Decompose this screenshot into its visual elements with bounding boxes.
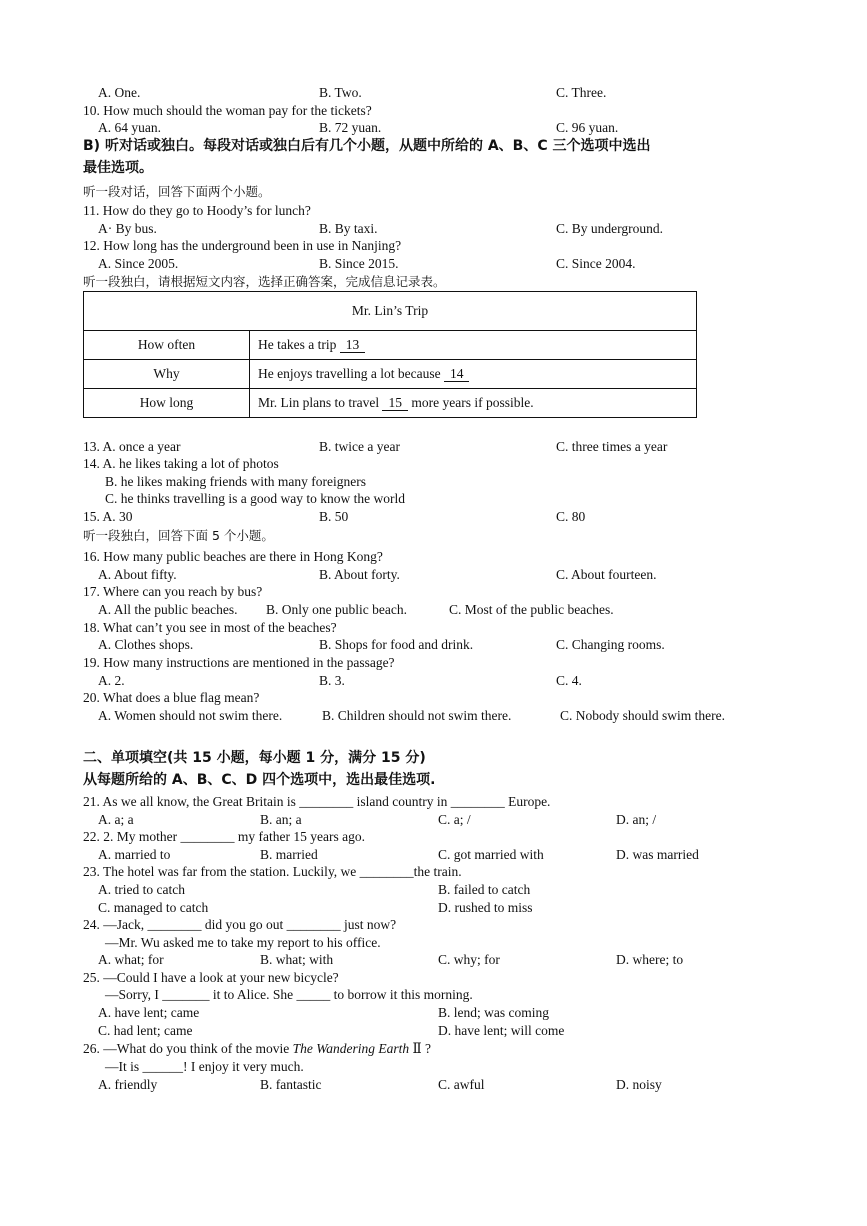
q26-option-b: B. fantastic — [260, 1077, 322, 1092]
dialog-intro: 听一段对话，回答下面两个小题。 — [83, 184, 271, 199]
q24-reply: —Mr. Wu asked me to take my report to his office. — [105, 935, 381, 950]
part2-instructions: 从每题所给的 A、B、C、D 四个选项中，选出最佳选项. — [83, 772, 436, 788]
q16-option-c: C. About fourteen. — [556, 567, 657, 582]
q22-option-b: B. married — [260, 847, 318, 862]
q26-reply: —It is ______! I enjoy it very much. — [105, 1059, 304, 1074]
q25-option-b: B. lend; was coming — [438, 1005, 549, 1020]
table-row-label: How often — [84, 331, 250, 360]
q25-option-c: C. had lent; came — [98, 1023, 193, 1038]
table-row — [84, 331, 697, 360]
q9-option-a: A. One. — [98, 85, 141, 100]
q24-option-a: A. what; for — [98, 952, 164, 967]
q24-stem: 24. —Jack, ________ did you go out ________ just now? — [83, 917, 397, 932]
q19-option-b: B. 3. — [319, 673, 345, 688]
q20-option-a: A. Women should not swim there. — [98, 708, 283, 723]
part2-title: 二、单项填空(共 15 小题，每小题 1 分，满分 15 分) — [83, 750, 426, 766]
section-b-heading-line1: B) 听对话或独白。每段对话或独白后有几个小题，从题中所给的 A、B、C 三个选项中选出 — [83, 138, 651, 154]
q21-option-a: A. a; a — [98, 812, 134, 827]
answer-blank-13: 13 — [340, 337, 366, 353]
q12-option-a: A. Since 2005. — [98, 256, 179, 271]
q18-option-b: B. Shops for food and drink. — [319, 637, 474, 652]
q23-stem: 23. The hotel was far from the station. Luckily, we ________the train. — [83, 864, 462, 879]
q13-option-b: B. twice a year — [319, 439, 400, 454]
answer-blank-15: 15 — [382, 395, 408, 411]
q25-option-a: A. have lent; came — [98, 1005, 200, 1020]
q11-stem: 11. How do they go to Hoody’s for lunch? — [83, 203, 311, 218]
table-title: Mr. Lin’s Trip — [84, 292, 697, 331]
q26-option-c: C. awful — [438, 1077, 485, 1092]
q26-stem-post: Ⅱ ? — [409, 1041, 432, 1056]
q14-option-a: 14. A. he likes taking a lot of photos — [83, 456, 279, 471]
q18-option-c: C. Changing rooms. — [556, 637, 665, 652]
q19-option-c: C. 4. — [556, 673, 582, 688]
q26-option-d: D. noisy — [616, 1077, 662, 1092]
q19-option-a: A. 2. — [98, 673, 125, 688]
monologue-intro-2: 听一段独白，回答下面 5 个小题。 — [83, 528, 274, 543]
q25-reply: —Sorry, I _______ it to Alice. She _____ to borrow it this morning. — [105, 987, 473, 1002]
q15-option-c: C. 80 — [556, 509, 586, 524]
q21-option-d: D. an; / — [616, 812, 657, 827]
q17-option-b: B. Only one public beach. — [266, 602, 407, 617]
q21-option-b: B. an; a — [260, 812, 302, 827]
answer-blank-14: 14 — [444, 366, 470, 382]
q16-option-b: B. About forty. — [319, 567, 400, 582]
q15-option-a: 15. A. 30 — [83, 509, 133, 524]
table-row-content — [250, 389, 697, 418]
q26-stem — [83, 1040, 431, 1057]
q25-option-d: D. have lent; will come — [438, 1023, 565, 1038]
q14-option-b: B. he likes making friends with many foreigners — [105, 474, 366, 489]
q22-option-d: D. was married — [616, 847, 699, 862]
q16-stem: 16. How many public beaches are there in Hong Kong? — [83, 549, 383, 564]
table-row — [84, 360, 697, 389]
q10-option-b: B. 72 yuan. — [319, 120, 382, 135]
q12-stem: 12. How long has the underground been in use in Nanjing? — [83, 238, 402, 253]
q13-option-c: C. three times a year — [556, 439, 668, 454]
q12-option-b: B. Since 2015. — [319, 256, 399, 271]
q20-option-b: B. Children should not swim there. — [322, 708, 512, 723]
q14-option-c: C. he thinks travelling is a good way to know the world — [105, 491, 405, 506]
table-row-label: How long — [84, 389, 250, 418]
q22-stem: 22. 2. My mother ________ my father 15 years ago. — [83, 829, 365, 844]
q22-option-c: C. got married with — [438, 847, 544, 862]
q15-option-b: B. 50 — [319, 509, 349, 524]
table-row-text: Mr. Lin plans to travel — [258, 395, 383, 410]
q11-option-b: B. By taxi. — [319, 221, 378, 236]
q23-option-d: D. rushed to miss — [438, 900, 533, 915]
table-row — [84, 389, 697, 418]
q26-option-a: A. friendly — [98, 1077, 158, 1092]
q9-option-c: C. Three. — [556, 85, 607, 100]
table-row-label: Why — [84, 360, 250, 389]
q18-option-a: A. Clothes shops. — [98, 637, 194, 652]
q24-option-b: B. what; with — [260, 952, 334, 967]
q24-option-d: D. where; to — [616, 952, 684, 967]
q21-stem: 21. As we all know, the Great Britain is ________ island country in ________ Europe. — [83, 794, 551, 809]
q22-option-a: A. married to — [98, 847, 171, 862]
q18-stem: 18. What can’t you see in most of the beaches? — [83, 620, 337, 635]
q17-stem: 17. Where can you reach by bus? — [83, 584, 263, 599]
section-b-heading-line2: 最佳选项。 — [83, 160, 153, 176]
table-row-text: He takes a trip — [258, 337, 340, 352]
q26-stem-text: 26. —What do you think of the movie — [83, 1041, 293, 1056]
q17-option-a: A. All the public beaches. — [98, 602, 238, 617]
q23-option-b: B. failed to catch — [438, 882, 531, 897]
q10-option-c: C. 96 yuan. — [556, 120, 619, 135]
q11-option-c: C. By underground. — [556, 221, 663, 236]
trip-info-table — [83, 291, 697, 418]
q12-option-c: C. Since 2004. — [556, 256, 636, 271]
table-row-text: He enjoys travelling a lot because — [258, 366, 444, 381]
q25-stem: 25. —Could I have a look at your new bicycle? — [83, 970, 339, 985]
q10-stem: 10. How much should the woman pay for the tickets? — [83, 103, 372, 118]
q13-option-a: 13. A. once a year — [83, 439, 181, 454]
table-row-text-post: more years if possible. — [407, 395, 534, 410]
q19-stem: 19. How many instructions are mentioned in the passage? — [83, 655, 395, 670]
q24-option-c: C. why; for — [438, 952, 500, 967]
q20-stem: 20. What does a blue flag mean? — [83, 690, 260, 705]
q21-option-c: C. a; / — [438, 812, 471, 827]
table-row-content — [250, 360, 697, 389]
q26-movie-title: The Wandering Earth — [292, 1041, 410, 1056]
q10-option-a: A. 64 yuan. — [98, 120, 161, 135]
q23-option-c: C. managed to catch — [98, 900, 209, 915]
table-row-content — [250, 331, 697, 360]
q9-option-b: B. Two. — [319, 85, 362, 100]
q20-option-c: C. Nobody should swim there. — [560, 708, 725, 723]
q16-option-a: A. About fifty. — [98, 567, 177, 582]
q11-option-a: A· By bus. — [98, 221, 157, 236]
monologue-intro-1: 听一段独白，请根据短文内容，选择正确答案，完成信息记录表。 — [83, 274, 446, 289]
q17-option-c: C. Most of the public beaches. — [449, 602, 614, 617]
q23-option-a: A. tried to catch — [98, 882, 185, 897]
